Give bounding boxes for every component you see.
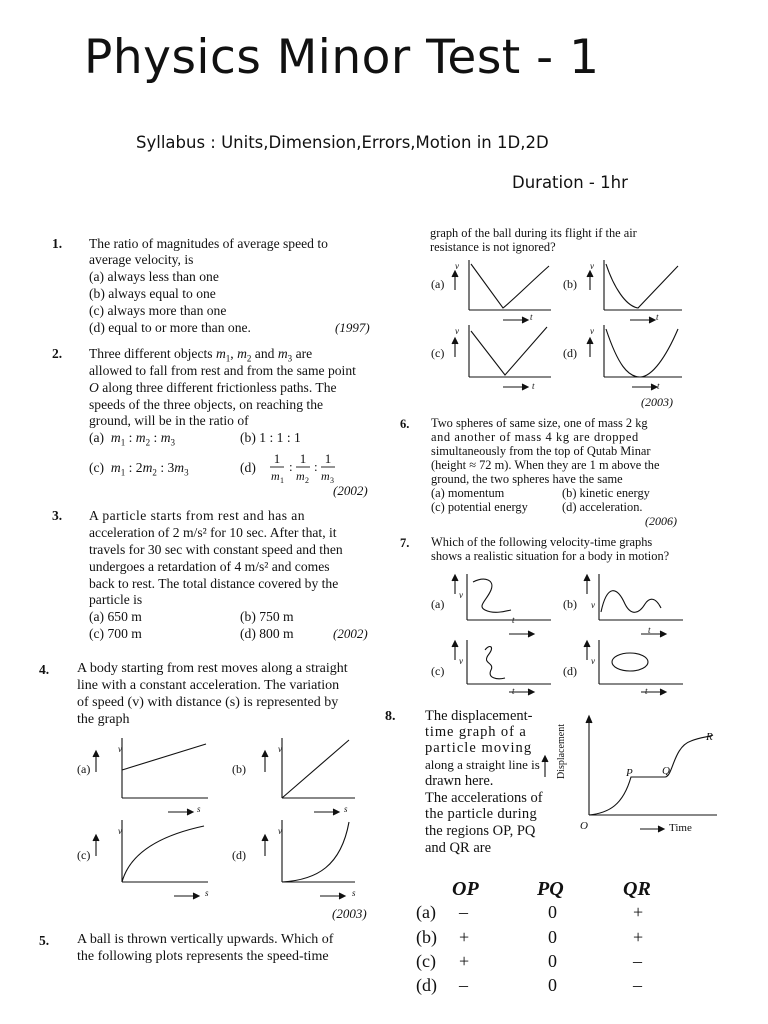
q4-graph-c-label: (c)	[77, 848, 91, 862]
q6-option-a: (a) momentum	[431, 486, 505, 500]
q8-graph	[545, 713, 725, 837]
q8-row-a-pq: 0	[548, 902, 557, 922]
q3-line-6: particle is	[89, 592, 143, 607]
q2-line-3-text: along three different frictionless paths. The	[102, 380, 337, 395]
q8-table-header-qr: QR	[623, 878, 651, 900]
q2-line-3	[89, 380, 337, 396]
svg-text:1: 1	[324, 451, 332, 466]
q6-option-b: (b) kinetic energy	[562, 486, 650, 500]
svg-text:m: m	[296, 469, 305, 483]
q7-graph-d-t: t	[645, 686, 648, 696]
q7-graph-d	[587, 640, 687, 698]
q1-option-d: (d) equal to or more than one.	[89, 320, 251, 335]
svg-text:2: 2	[305, 476, 309, 485]
q8-line-1: The displacement-	[425, 708, 533, 724]
q4-graph-b-v: v	[278, 744, 282, 754]
q8-line-3: particle moving	[425, 740, 533, 756]
q2-option-a-label: (a)	[89, 430, 105, 445]
q7-graph-a-label: (a)	[431, 597, 445, 611]
q6-year: (2006)	[645, 514, 677, 528]
q6-line-2: and another of mass 4 kg are dropped	[431, 430, 639, 444]
q6-line-5: ground, the two spheres have the same	[431, 472, 623, 486]
page-title: Physics Minor Test - 1	[84, 30, 600, 85]
q6-option-c: (c) potential energy	[431, 500, 528, 514]
q8-graph-ylabel: Displacement	[556, 724, 567, 779]
q8-line-4: along a straight line is	[425, 757, 540, 772]
q3-option-b: (b) 750 m	[240, 609, 294, 624]
q2-line-1-prefix: Three different objects	[89, 346, 216, 361]
svg-text:1: 1	[299, 451, 307, 466]
q5-cont-line-1: graph of the ball during its flight if the air	[430, 226, 637, 240]
q5-graph-a-label: (a)	[431, 277, 445, 291]
q8-graph-xlabel: Time	[669, 822, 692, 834]
q7-graph-c-label: (c)	[431, 664, 445, 678]
q5-line-1: A ball is thrown vertically upwards. Which of	[77, 932, 334, 947]
q8-row-d-op: –	[459, 975, 468, 995]
q8-row-c-pq: 0	[548, 951, 557, 971]
q8-row-b-pq: 0	[548, 927, 557, 947]
q4-graph-a-v: v	[118, 744, 122, 754]
q4-graph-a-s: s	[197, 804, 201, 814]
q3-option-a: (a) 650 m	[89, 609, 142, 624]
q7-graph-a-t: t	[512, 615, 515, 625]
q6-option-d: (d) acceleration.	[562, 500, 643, 514]
q8-row-b-qr: +	[633, 927, 644, 947]
q7-line-1: Which of the following velocity-time graphs	[431, 535, 653, 549]
q4-graph-d-v: v	[278, 826, 282, 836]
q2-line-1-suffix: are	[292, 346, 313, 361]
q8-table-header-pq: PQ	[537, 878, 564, 900]
svg-text::: :	[314, 459, 318, 474]
q8-row-d-pq: 0	[548, 975, 557, 995]
q4-graph-c-v: v	[118, 826, 122, 836]
q2-year: (2002)	[333, 483, 368, 498]
q5-graph-a-v: v	[455, 261, 459, 271]
q3-line-5: back to rest. The total distance covered by the	[89, 576, 339, 591]
q7-graph-d-label: (d)	[563, 664, 577, 678]
q5-graph-d	[590, 325, 690, 391]
q4-line-2: line with a constant acceleration. The variation	[77, 678, 340, 693]
q2-line-4: speeds of the three objects, on reaching the	[89, 397, 324, 412]
q7-graph-c-v: v	[459, 656, 463, 666]
q2-line-2: allowed to fall from rest and from the same point	[89, 363, 356, 378]
q4-line-4: the graph	[77, 712, 130, 727]
q3-option-d: (d) 800 m	[240, 626, 294, 641]
q1-line-2: average velocity, is	[89, 252, 194, 267]
q1-year: (1997)	[335, 320, 370, 335]
q5-graph-c-label: (c)	[431, 346, 445, 360]
q7-graph-b-t: t	[648, 625, 651, 635]
q7-graph-c-t: t	[512, 686, 515, 696]
svg-text:3: 3	[330, 476, 334, 485]
q3-number: 3.	[52, 508, 63, 523]
svg-text:m: m	[321, 469, 330, 483]
q7-graph-a	[455, 574, 555, 644]
q1-option-c: (c) always more than one	[89, 303, 227, 318]
q2-option-c: (c) $m_1$ : $2m_2$ : $3m_3$	[89, 460, 189, 478]
q2-line-1: Three different objects $m_1$, $m_2$ and $m_3$ are	[89, 346, 313, 364]
q6-line-1: Two spheres of same size, one of mass 2 kg	[431, 416, 648, 430]
q7-number: 7.	[400, 536, 410, 550]
q5-graph-d-label: (d)	[563, 346, 577, 360]
q2-option-a: (a) $m_1$ : $m_2$ : $m_3$	[89, 430, 176, 448]
q7-graph-b-v: v	[591, 600, 595, 610]
q5-graph-b	[590, 260, 690, 326]
q6-line-4: (height ≈ 72 m). When they are 1 m above the	[431, 458, 660, 472]
q7-graph-c	[455, 640, 555, 698]
q1-number: 1.	[52, 236, 63, 251]
q3-line-1: A particle starts from rest and has an	[89, 508, 306, 523]
q5-graph-c-v: v	[455, 326, 459, 336]
q8-row-c-op: +	[459, 951, 470, 971]
q8-line-9: and QR are	[425, 840, 492, 856]
q6-number: 6.	[400, 417, 410, 431]
q4-graph-d-label: (d)	[232, 848, 246, 862]
q8-line-5: drawn here.	[425, 773, 494, 789]
q8-row-d-qr: –	[633, 975, 642, 995]
q5-graph-d-v: v	[590, 326, 594, 336]
q5-cont-line-2: resistance is not ignored?	[430, 240, 556, 254]
q2-option-d-label: (d)	[240, 460, 256, 475]
q2-number: 2.	[52, 346, 63, 361]
q2-option-b: (b) 1 : 1 : 1	[240, 430, 301, 445]
q8-number: 8.	[385, 709, 396, 724]
q4-year: (2003)	[332, 906, 367, 921]
q8-table-header-op: OP	[452, 878, 479, 900]
q4-graph-b-s: s	[344, 804, 348, 814]
q8-row-a-op: –	[459, 902, 468, 922]
q7-graph-a-v: v	[459, 590, 463, 600]
q4-graph-d-s: s	[352, 888, 356, 898]
q5-graph-d-t: t	[657, 381, 660, 391]
q8-point-p: P	[626, 767, 633, 779]
q8-row-a-label: (a)	[416, 902, 436, 922]
q4-graph-c	[96, 820, 216, 902]
q5-graph-c	[455, 325, 555, 391]
q8-row-a-qr: +	[633, 902, 644, 922]
syllabus-line: Syllabus : Units,Dimension,Errors,Motion in 1D,2D	[136, 133, 549, 152]
q4-graph-c-s: s	[205, 888, 209, 898]
q8-row-c-qr: –	[633, 951, 642, 971]
svg-text:1: 1	[280, 476, 284, 485]
q4-line-3: of speed (v) with distance (s) is represented by	[77, 695, 339, 710]
q3-option-c: (c) 700 m	[89, 626, 142, 641]
q8-row-d-label: (d)	[416, 975, 437, 995]
q8-point-o: O	[580, 820, 588, 832]
q1-option-a: (a) always less than one	[89, 269, 219, 284]
q1-option-b: (b) always equal to one	[89, 286, 216, 301]
q3-year: (2002)	[333, 626, 368, 641]
svg-text:m: m	[271, 469, 280, 483]
q8-line-2: time graph of a	[425, 724, 527, 740]
svg-text::: :	[289, 459, 293, 474]
q6-line-3: simultaneously from the top of Qutab Minar	[431, 444, 651, 458]
q8-line-8: the regions OP, PQ	[425, 823, 536, 839]
q8-point-q: Q	[662, 765, 670, 777]
q5-graph-b-t: t	[656, 312, 659, 322]
q2-point-o: O	[89, 380, 99, 395]
q4-number: 4.	[39, 662, 50, 677]
q2-option-c-label: (c)	[89, 460, 105, 475]
q8-line-7: the particle during	[425, 806, 537, 822]
q3-line-2: acceleration of 2 m/s² for 10 sec. After that, it	[89, 525, 337, 540]
q3-line-3: travels for 30 sec with constant speed and then	[89, 542, 343, 557]
q1-line-1: The ratio of magnitudes of average speed to	[89, 236, 328, 251]
q5-graph-b-label: (b)	[563, 277, 577, 291]
q4-line-1: A body starting from rest moves along a straight	[77, 661, 348, 676]
q5-graph-b-v: v	[590, 261, 594, 271]
q4-graph-a-label: (a)	[77, 762, 91, 776]
q8-point-r: R	[706, 731, 713, 743]
q7-graph-d-v: v	[591, 656, 595, 666]
svg-text:1: 1	[273, 451, 281, 466]
q8-row-c-label: (c)	[416, 951, 436, 971]
q8-row-b-op: +	[459, 927, 470, 947]
q5-line-2: the following plots represents the speed-time	[77, 949, 329, 964]
q3-line-4: undergoes a retardation of 4 m/s² and comes	[89, 559, 330, 574]
q4-graph-b-label: (b)	[232, 762, 246, 776]
q8-line-6: The accelerations of	[425, 790, 543, 806]
q5-graph-c-t: t	[532, 381, 535, 391]
q2-line-5: ground, will be in the ratio of	[89, 413, 249, 428]
q5-graph-a	[455, 260, 555, 326]
q7-line-2: shows a realistic situation for a body in motion?	[431, 549, 670, 563]
q7-graph-b	[587, 574, 687, 644]
q7-graph-b-label: (b)	[563, 597, 577, 611]
q5-graph-a-t: t	[530, 312, 533, 322]
duration-line: Duration - 1hr	[512, 173, 628, 192]
q5-year: (2003)	[641, 395, 673, 409]
q2-option-d-fractions	[270, 450, 340, 486]
q8-row-b-label: (b)	[416, 927, 437, 947]
q5-number: 5.	[39, 933, 50, 948]
